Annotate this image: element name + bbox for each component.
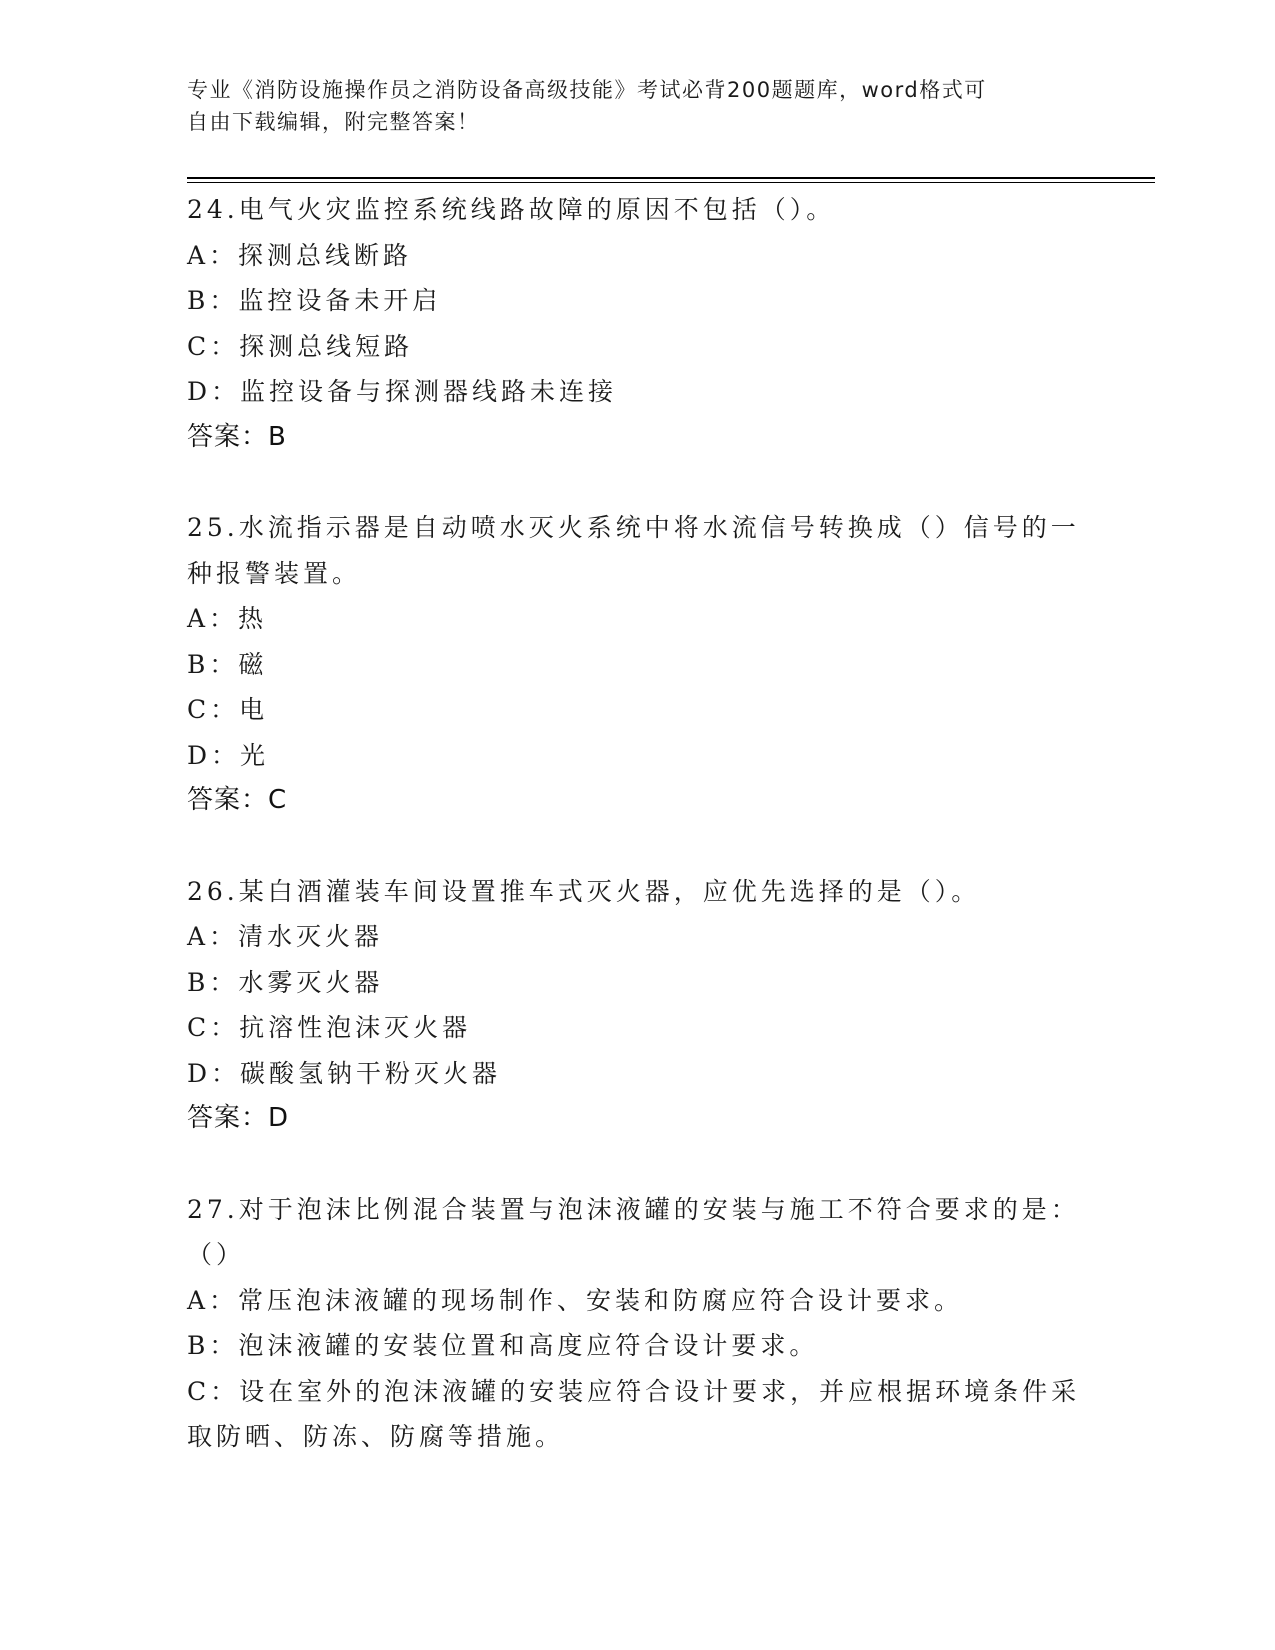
option-a: A：常压泡沫液罐的现场制作、安装和防腐应符合设计要求。: [187, 1285, 964, 1315]
question-stem: 25.水流指示器是自动喷水灭火系统中将水流信号转换成（）信号的一: [187, 513, 1080, 542]
answer-label: 答案：B: [187, 421, 287, 452]
question-stem: 26.某白酒灌装车间设置推车式灭火器，应优先选择的是（）。: [187, 876, 981, 906]
document-header: [187, 74, 1067, 138]
question-27: [187, 1187, 1087, 1460]
answer-label: 答案：D: [187, 1103, 290, 1133]
question-stem-continued: （）: [187, 1240, 246, 1269]
question-gap: [187, 460, 1087, 505]
header-rule-thin: [187, 182, 1155, 183]
option-b: B：磁: [187, 649, 268, 679]
question-stem-continued: 种报警装置。: [187, 558, 362, 588]
option-a: A：探测总线断路: [187, 240, 413, 270]
question-stem: 24.电气火灾监控系统线路故障的原因不包括（）。: [187, 195, 836, 224]
option-a: A：热: [187, 604, 268, 633]
question-25: [187, 505, 1087, 824]
option-d: D：碳酸氢钠干粉灭火器: [187, 1058, 502, 1088]
question-stem: 27.对于泡沫比例混合装置与泡沫液罐的安装与施工不符合要求的是：: [187, 1194, 1080, 1224]
option-a: A：清水灭火器: [187, 922, 384, 951]
option-c: C：设在室外的泡沫液罐的安装应符合设计要求，并应根据环境条件采: [187, 1376, 1081, 1406]
question-gap: [187, 824, 1087, 869]
option-b: B：水雾灭火器: [187, 967, 384, 997]
option-d: D：光: [187, 740, 270, 770]
option-b: B：泡沫液罐的安装位置和高度应符合设计要求。: [187, 1331, 819, 1360]
question-list: [187, 187, 1087, 1460]
option-c: C：抗溶性泡沫灭火器: [187, 1013, 472, 1042]
question-gap: [187, 1142, 1087, 1187]
header-line-1: 专业《消防设施操作员之消防设备高级技能》考试必背200题题库，word格式可: [187, 78, 987, 102]
question-24: [187, 187, 1087, 460]
option-d: D：监控设备与探测器线路未连接: [187, 377, 618, 406]
option-c: C：探测总线短路: [187, 331, 414, 361]
question-26: [187, 869, 1087, 1142]
option-c: C：电: [187, 695, 269, 724]
header-rule-thick: [187, 177, 1155, 179]
option-b: B：监控设备未开启: [187, 286, 442, 315]
header-line-2: 自由下载编辑，附完整答案！: [187, 110, 480, 134]
answer-label: 答案：C: [187, 785, 288, 815]
option-c-continued: 取防晒、防冻、防腐等措施。: [187, 1422, 565, 1451]
